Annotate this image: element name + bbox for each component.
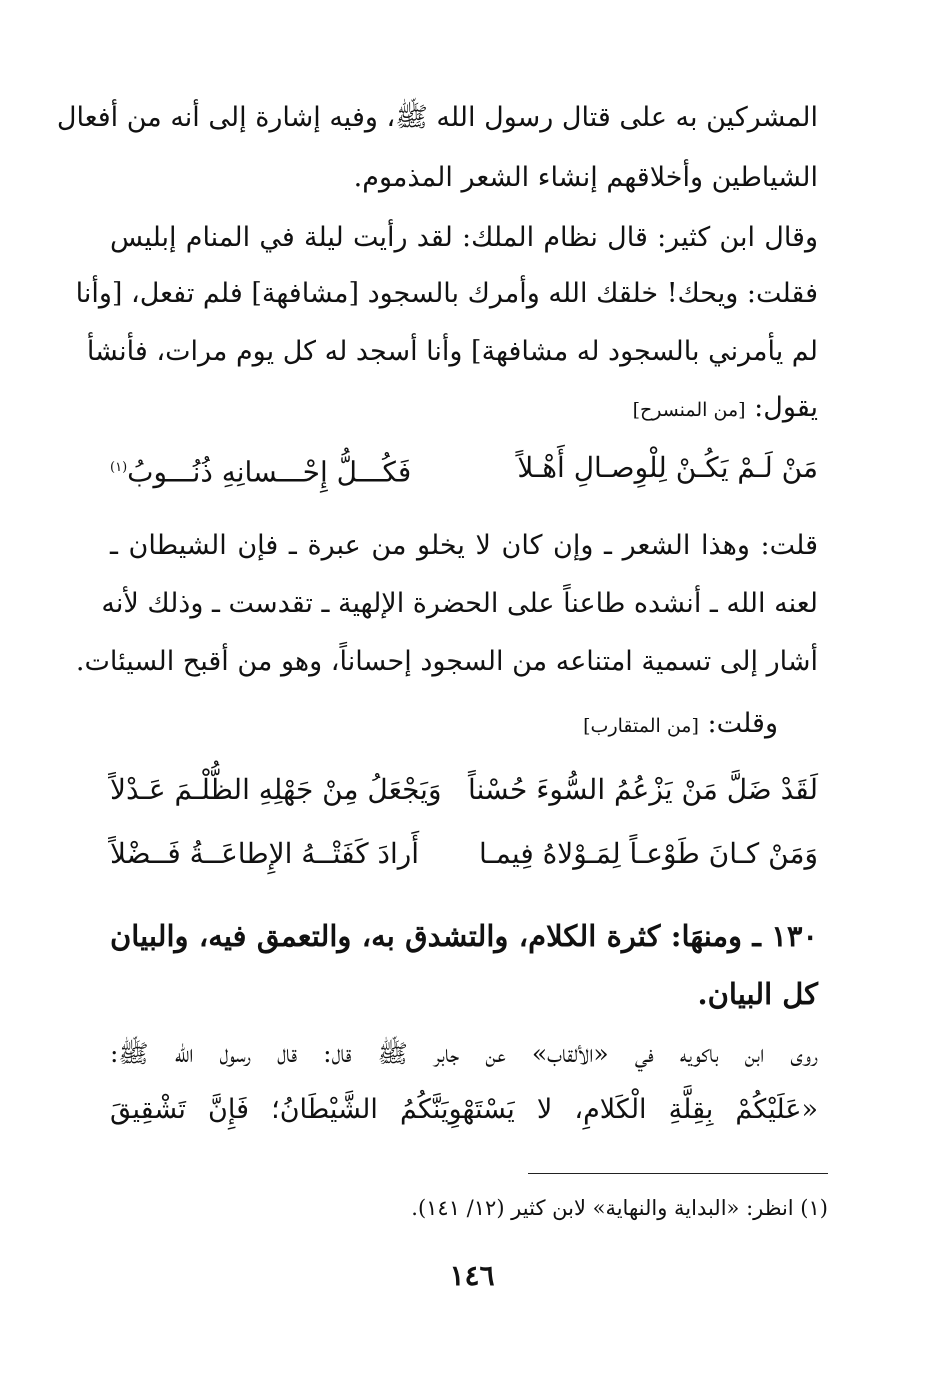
footnote-divider: [528, 1173, 828, 1174]
verse-hemistich-right: وَمَنْ كـانَ طَوْعـاً لِمَـوْلاهُ فِيمـا: [478, 837, 818, 870]
paragraph-line: [110, 704, 778, 746]
paragraph-line: المشركين به على قتال رسول الله ﷺ، وفيه إشارة إلى أنه من أفعال: [56, 102, 818, 133]
footnote: (١) انظر: «البداية والنهاية» لابن كثير (١٢/ ١٤١).: [411, 1196, 828, 1220]
paragraph-line: روى ابن باكويه في «الألقاب» عن جابر ﷺ قال: قال رسول الله ﷺ:: [110, 1039, 818, 1068]
verse-intro: يقول:: [754, 392, 818, 423]
paragraph-line: الشياطين وأخلاقهم إنشاء الشعر المذموم.: [353, 162, 818, 193]
verse-intro: وقلت:: [707, 708, 778, 739]
meter-label: [من المتقارب]: [583, 715, 699, 737]
hemistich-text: فَكُـــلُّ إِحْـــسانِهِ ذُنُـــوبُ: [127, 455, 412, 489]
paragraph-line: قلت: وهذا الشعر ـ وإن كان لا يخلو من عبرة ـ فإن الشيطان ـ: [110, 530, 818, 561]
paragraph-line: لعنه الله ـ أنشده طاعناً على الحضرة الإلهية ـ تقدست ـ وذلك لأنه: [101, 588, 818, 619]
paragraph-line: [110, 388, 818, 430]
verse-hemistich-right: لَقَدْ ضَلَّ مَنْ يَزْعُمُ السُّوءَ حُسْناً: [468, 773, 818, 806]
page-number: ١٤٦: [449, 1259, 495, 1292]
paragraph-line: وقال ابن كثير: قال نظام الملك: لقد رأيت ليلة في المنام إبليس: [110, 222, 818, 253]
section-heading: ١٣٠ ـ ومنهَا: كثرة الكلام، والتشدق به، والتعمق فيه، والبيان: [110, 919, 818, 953]
footnote-mark: (١): [110, 460, 128, 475]
verse-hemistich-left: [110, 448, 411, 492]
section-heading: كل البيان.: [697, 977, 818, 1011]
paragraph-line: لم يأمرني بالسجود له مشافهة] وأنا أسجد له كل يوم مرات، فأنشأ: [86, 336, 818, 367]
verse-hemistich-left: وَيَجْعَلُ مِنْ جَهْلِهِ الظُّلْـمَ عَـدْلاً: [110, 773, 442, 806]
paragraph-line: «عَلَيْكُمْ بِقِلَّةِ الْكَلامِ، لا يَسْتَهْوِيَنَّكُمُ الشَّيْطَانُ؛ فَإِنَّ تَشْقِيقَ: [110, 1094, 818, 1125]
paragraph-line: فقلت: ويحك! خلقك الله وأمرك بالسجود [مشافهة] فلم تفعل، [وأنا: [75, 278, 818, 309]
verse-hemistich-left: أَرادَ كَفَتْــهُ الإِطاعَــةُ فَــضْلاً: [110, 837, 420, 870]
verse-hemistich-right: مَنْ لَـمْ يَكُـنْ لِلْوِصـالِ أَهْـلاً: [517, 451, 818, 484]
paragraph-line: أشار إلى تسمية امتناعه من السجود إحساناً، وهو من أقبح السيئات.: [75, 646, 818, 677]
meter-label: [من المنسرح]: [632, 399, 746, 421]
